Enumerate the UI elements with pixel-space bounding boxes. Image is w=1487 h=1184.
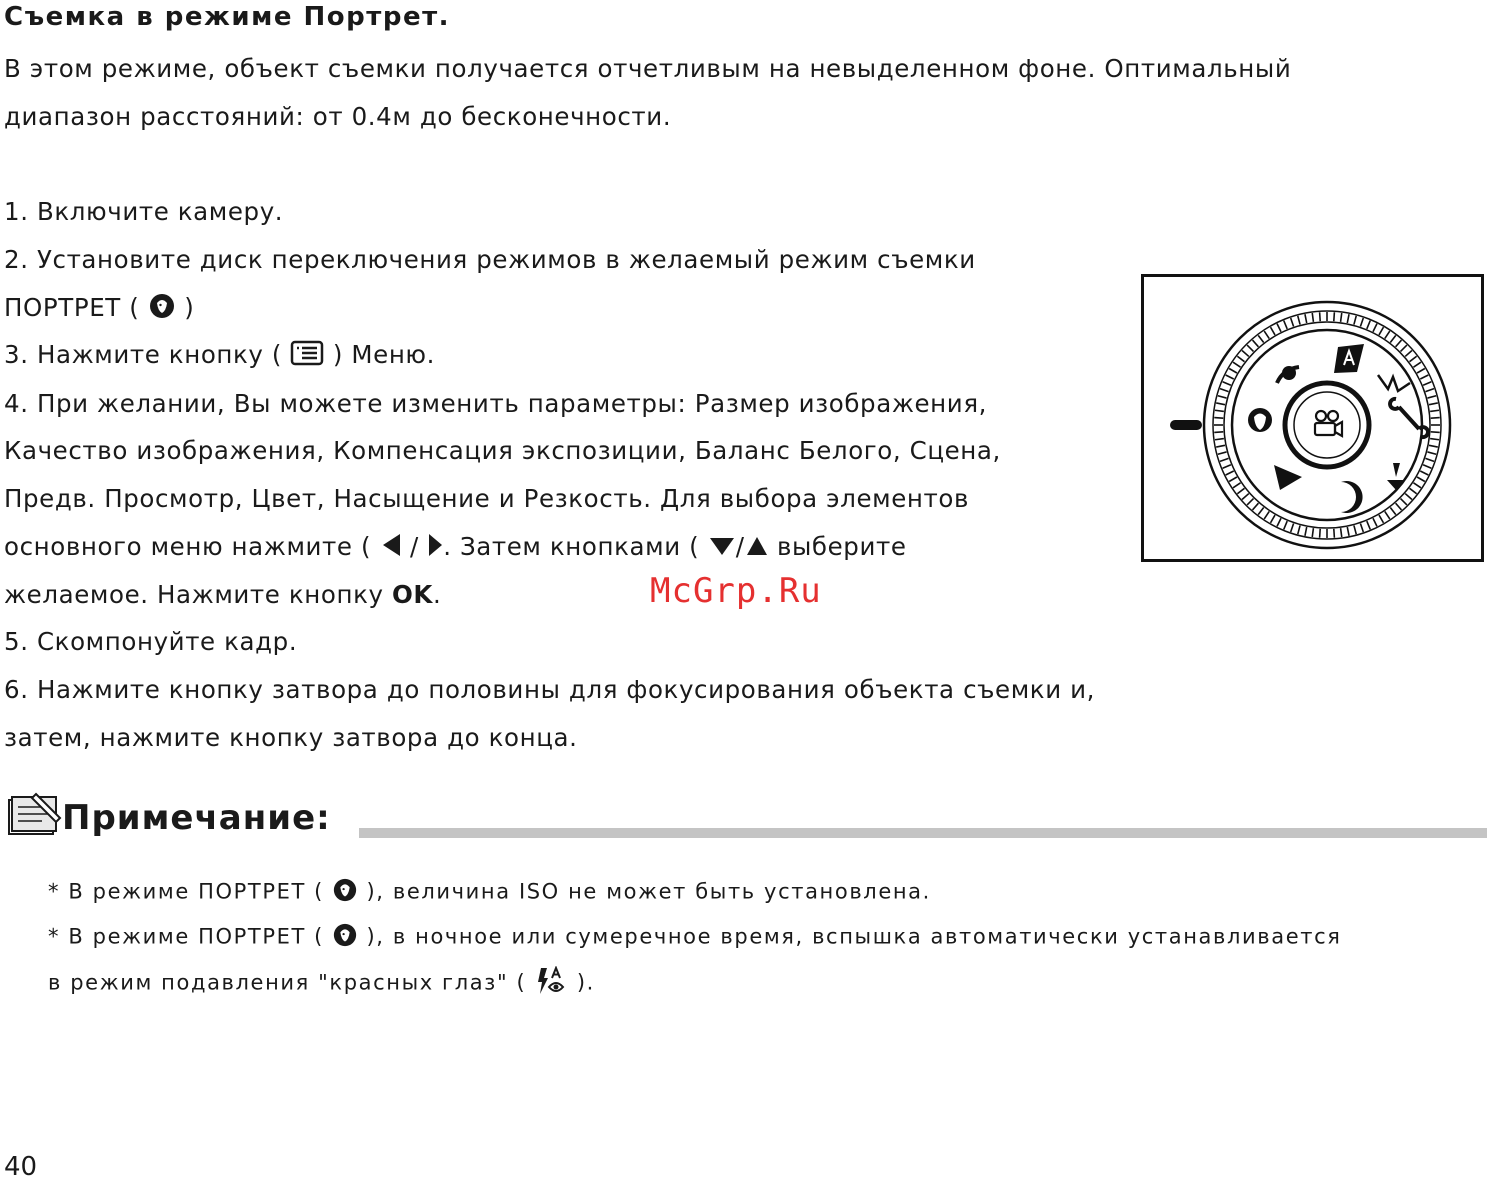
intro-line-1: В этом режиме, объект съемки получается отчетливым на невыделенном фоне. Оптимальный: [4, 54, 1292, 83]
step-4-text-a: основного меню нажмите (: [4, 532, 372, 561]
dial-grip-tick: [1214, 432, 1223, 433]
memo-note-icon: [6, 792, 62, 842]
step-6-line-2: затем, нажмите кнопку затвора до конца.: [4, 723, 578, 752]
step-4-line-5: [4, 580, 441, 609]
dial-grip-tick: [1320, 529, 1321, 538]
note-1-text: * В режиме ПОРТРЕТ (: [48, 879, 324, 904]
step-5: 5. Скомпонуйте кадр.: [4, 627, 298, 656]
up-arrow-icon: [745, 534, 769, 563]
step-2-line-2: [4, 292, 194, 326]
step-4-separator-a: /: [409, 532, 419, 561]
step-6-line-1: 6. Нажмите кнопку затвора до половины для фокусирования объекта съемки и,: [4, 675, 1096, 704]
dial-grip-tick: [1320, 312, 1321, 321]
note-divider: [359, 828, 1487, 838]
dial-grip-tick: [1431, 418, 1440, 419]
note-heading: Примечание:: [62, 798, 331, 838]
step-1: 1. Включите камеру.: [4, 197, 284, 226]
mode-dial-illustration: [1141, 274, 1484, 562]
portrait-mode-icon: [332, 922, 358, 953]
menu-button-icon: [290, 340, 324, 372]
step-4-line-1: 4. При желании, Вы можете изменить параметры: Размер изображения,: [4, 389, 988, 418]
portrait-mode-icon: [148, 292, 176, 326]
step-3-text: 3. Нажмите кнопку (: [4, 340, 283, 369]
left-arrow-icon: [380, 532, 402, 564]
step-4-text-c: выберите: [776, 532, 907, 561]
dial-grip-tick: [1431, 432, 1440, 433]
note-line-3: [48, 966, 595, 1001]
step-3-tail: ) Меню.: [332, 340, 436, 369]
dial-grip-tick: [1214, 418, 1223, 419]
note-3-text: в режим подавления "красных глаз" (: [48, 970, 527, 995]
step-4-separator-b: /: [735, 532, 745, 561]
note-1-tail: ), величина ISO не может быть установлена.: [366, 879, 931, 904]
step-4-text-d: желаемое. Нажмите кнопку: [4, 580, 384, 609]
dial-grip-tick: [1334, 529, 1335, 538]
note-line-2: [48, 922, 1341, 953]
note-line-1: [48, 877, 931, 908]
intro-line-2: диапазон расстояний: от 0.4м до бесконечности.: [4, 102, 672, 131]
step-2-line-1: 2. Установите диск переключения режимов в желаемый режим съемки: [4, 245, 976, 274]
step-4-line-4: [4, 532, 907, 564]
note-2-text: * В режиме ПОРТРЕТ (: [48, 924, 324, 949]
section-title: Съемка в режиме Портрет.: [4, 2, 451, 32]
step-4-text-b: . Затем кнопками (: [443, 532, 700, 561]
step-4-period: .: [433, 580, 442, 609]
red-eye-flash-icon: [535, 966, 569, 1001]
dial-grip-tick: [1334, 312, 1335, 321]
portrait-mode-icon: [332, 877, 358, 908]
mode-dial-graphic: [1144, 277, 1481, 559]
note-2-tail: ), в ночное или сумеречное время, вспышка автоматически устанавливается: [366, 924, 1342, 949]
watermark: McGrp.Ru: [650, 571, 822, 611]
page-number: 40: [4, 1152, 38, 1182]
right-arrow-icon: [427, 532, 443, 564]
step-4-line-2: Качество изображения, Компенсация экспозиции, Баланс Белого, Сцена,: [4, 436, 1001, 465]
step-2-close: ): [184, 293, 195, 322]
down-arrow-icon: [708, 534, 736, 563]
note-3-tail: ).: [576, 970, 595, 995]
ok-button-label: OK: [391, 580, 433, 609]
step-2-text: ПОРТРЕТ (: [4, 293, 140, 322]
step-3: [4, 340, 435, 372]
step-4-line-3: Предв. Просмотр, Цвет, Насыщение и Резкость. Для выбора элементов: [4, 484, 970, 513]
